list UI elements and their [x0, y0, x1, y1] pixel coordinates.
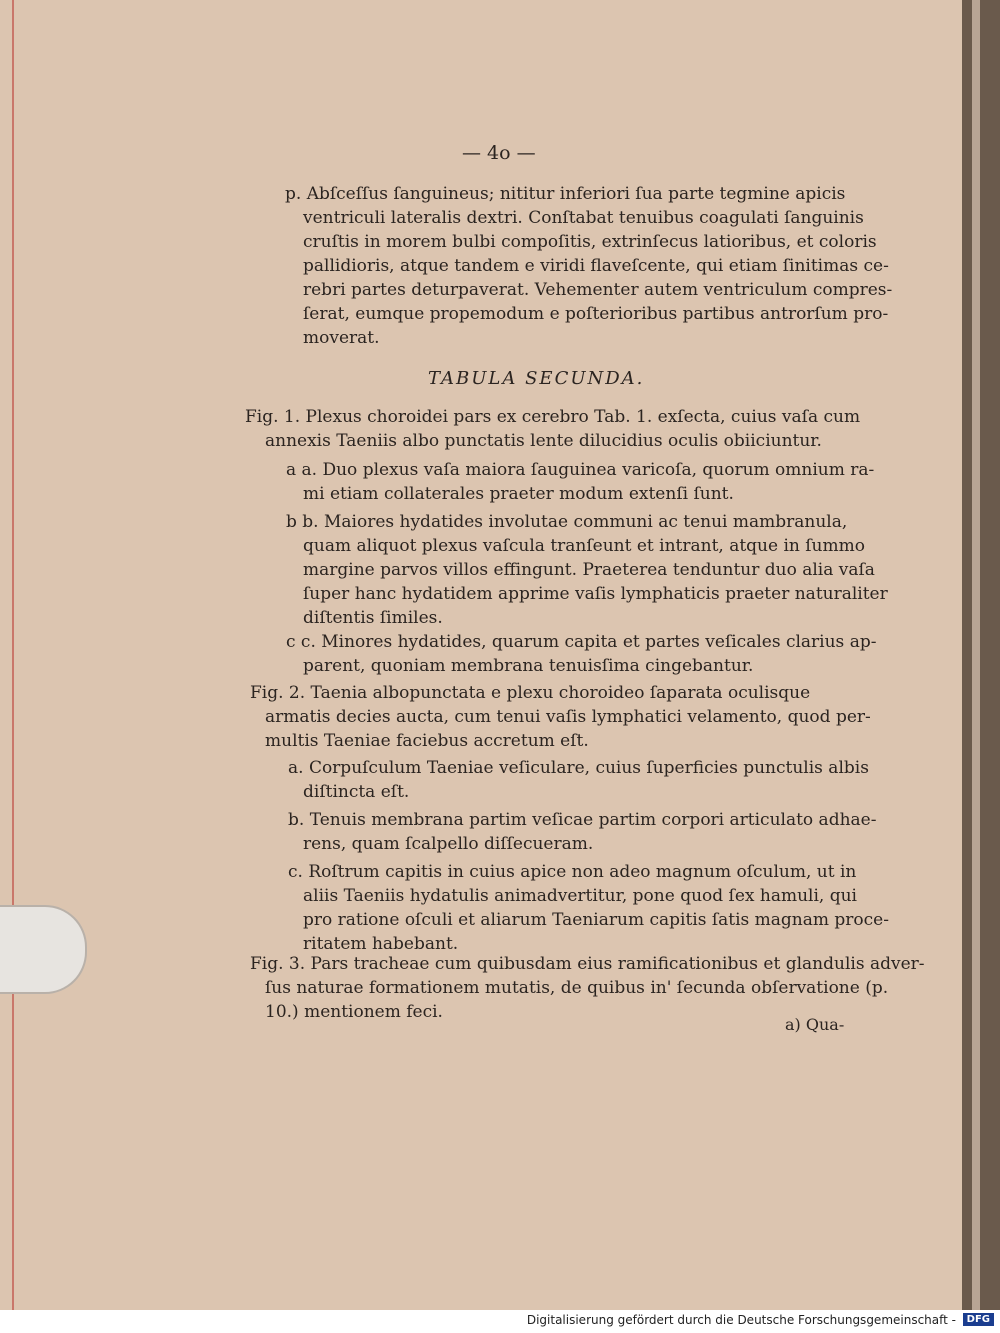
text-line: b b. Maiores hydatides involutae communi ac tenui mambranula,: [286, 512, 848, 532]
text-line: rens, quam ſcalpello diſſecueram.: [303, 834, 594, 854]
text-line: moverat.: [303, 328, 380, 348]
text-line: p. Abſceſſus ſanguineus; nititur inferiori ſua parte tegmine apicis: [285, 184, 846, 204]
text-line: multis Taeniae faciebus accretum eſt.: [265, 731, 589, 751]
text-line: pallidioris, atque tandem e viridi flaveſcente, qui etiam ſinitimas ce-: [303, 256, 889, 276]
text-line: ritatem habebant.: [303, 934, 459, 954]
text-line: diſtincta eſt.: [303, 782, 410, 802]
text-line: margine parvos villos effingunt. Praeterea tenduntur duo alia vaſa: [303, 560, 875, 580]
footer-credit: Digitalisierung gefördert durch die Deutsche Forschungsgemeinschaft -: [526, 1313, 956, 1327]
text-line: ſuper hanc hydatidem apprime vaſis lymphaticis praeter naturaliter: [303, 584, 888, 604]
page-margin-line: [12, 0, 14, 1310]
text-line: a. Corpuſculum Taeniae veſiculare, cuius ſuperficies punctulis albis: [288, 758, 869, 778]
page-number: — 4o —: [462, 142, 536, 164]
footer-bar: [0, 1310, 1000, 1333]
text-line: aliis Taeniis hydatulis animadvertitur, pone quod ſex hamuli, qui: [303, 886, 857, 906]
text-line: ventriculi lateralis dextri. Conſtabat tenuibus coagulati ſanguinis: [303, 208, 864, 228]
text-line: Fig. 3. Pars tracheae cum quibusdam eius ramificationibus et glandulis adver-: [250, 954, 925, 974]
text-line: a a. Duo plexus vaſa maiora ſauguinea varicoſa, quorum omnium ra-: [286, 460, 875, 480]
text-line: armatis decies aucta, cum tenui vaſis lymphatici velamento, quod per-: [265, 707, 871, 727]
text-line: Fig. 2. Taenia albopunctata e plexu choroideo ſaparata oculisque: [250, 683, 811, 703]
text-line: rebri partes deturpaverat. Vehementer autem ventriculum compres-: [303, 280, 893, 300]
section-heading: TABULA SECUNDA.: [428, 368, 645, 389]
book-clamp: [0, 905, 87, 994]
text-line: c c. Minores hydatides, quarum capita et partes veſicales clarius ap-: [286, 632, 877, 652]
text-line: mi etiam collaterales praeter modum extenſi ſunt.: [303, 484, 734, 504]
page-edge: [962, 0, 1000, 1310]
text-line: quam aliquot plexus vaſcula tranſeunt et intrant, atque in ſummo: [303, 536, 865, 556]
page-edge-strip: [972, 0, 980, 1310]
text-line: b. Tenuis membrana partim veſicae partim corpori articulato adhae-: [288, 810, 877, 830]
text-line: ſus naturae formationem mutatis, de quibus in' ſecunda obſervatione (p.: [265, 978, 889, 998]
text-line: pro ratione oſculi et aliarum Taeniarum capitis ſatis magnam proce-: [303, 910, 889, 930]
text-line: cruſtis in morem bulbi compoſitis, extrinſecus latioribus, et coloris: [303, 232, 877, 252]
catchword: a) Qua-: [785, 1015, 845, 1034]
dfg-logo: DFG: [963, 1313, 994, 1326]
text-line: 10.) mentionem feci.: [265, 1002, 443, 1022]
text-line: parent, quoniam membrana tenuisſima cingebantur.: [303, 656, 754, 676]
text-line: ſerat, eumque propemodum e poſterioribus partibus antrorſum pro-: [303, 304, 889, 324]
text-line: diſtentis ſimiles.: [303, 608, 443, 628]
text-line: annexis Taeniis albo punctatis lente dilucidius oculis obiiciuntur.: [265, 431, 822, 451]
text-line: Fig. 1. Plexus choroidei pars ex cerebro Tab. 1. exſecta, cuius vaſa cum: [245, 407, 861, 427]
text-line: c. Roſtrum capitis in cuius apice non adeo magnum oſculum, ut in: [288, 862, 857, 882]
